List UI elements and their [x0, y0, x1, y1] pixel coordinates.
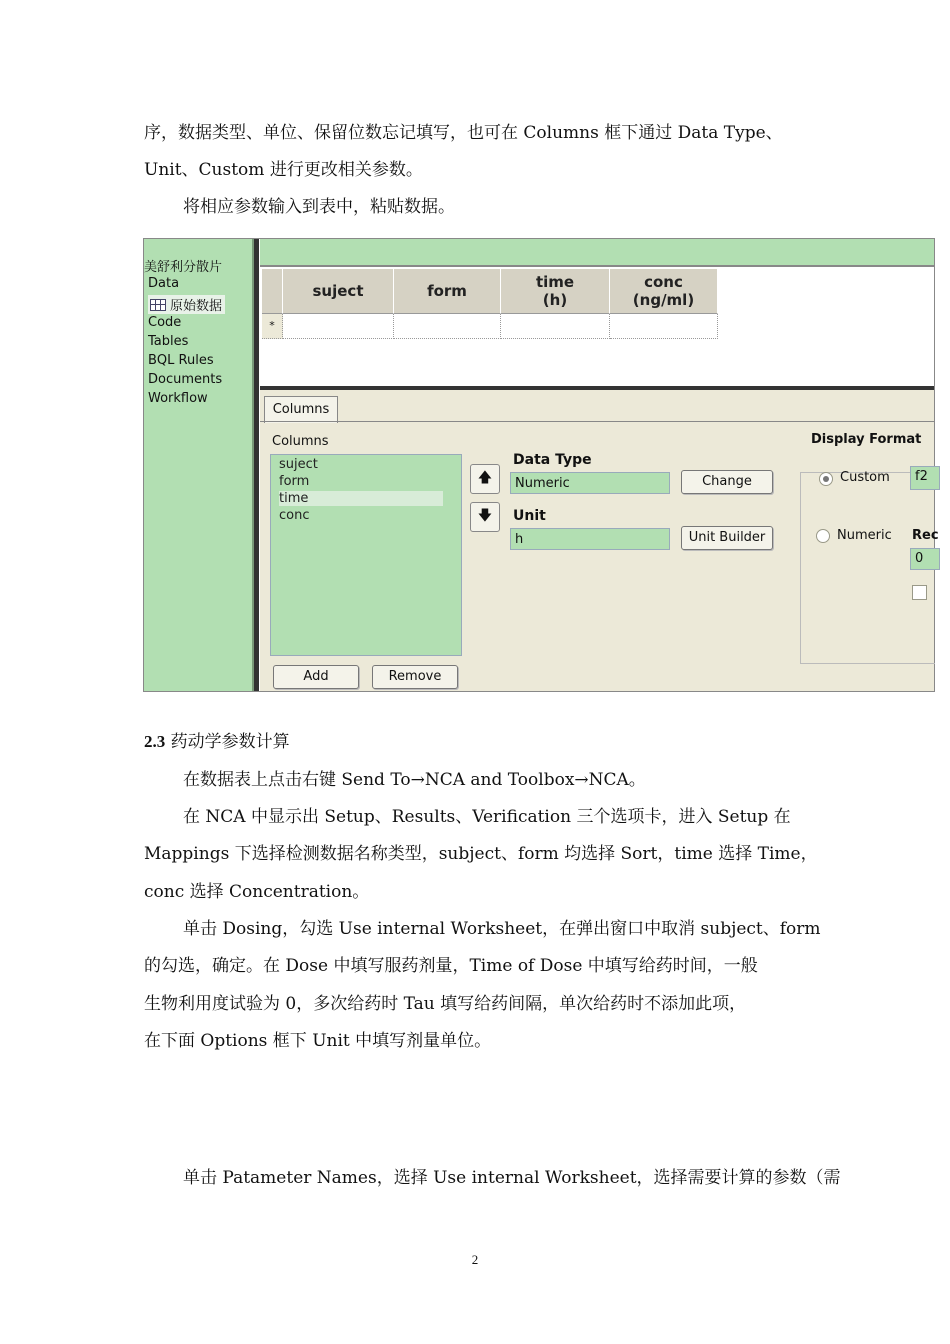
tree-item-data[interactable]: Data	[148, 276, 180, 291]
numeric-label: Numeric	[837, 528, 892, 543]
tree-item-bql-rules[interactable]: BQL Rules	[148, 353, 214, 368]
paragraph-line: 在下面 Options 框下 Unit 中填写剂量单位。	[144, 1031, 492, 1051]
worksheet-grid	[260, 239, 934, 390]
list-item[interactable]: suject	[279, 457, 318, 472]
paragraph-line: 单击 Dosing，勾选 Use internal Worksheet，在弹出窗口中取消 subject、form	[183, 919, 821, 939]
move-up-button[interactable]	[470, 464, 500, 494]
section-heading	[144, 731, 290, 753]
grid-cell[interactable]	[610, 314, 718, 339]
tree-item-tables[interactable]: Tables	[148, 334, 189, 349]
columns-list[interactable]	[270, 454, 462, 656]
add-button[interactable]: Add	[273, 665, 359, 689]
tree-item-code[interactable]: Code	[148, 315, 182, 330]
custom-radio[interactable]	[819, 472, 833, 486]
paragraph-line: 在数据表上点击右键 Send To→NCA and Toolbox→NCA。	[183, 770, 646, 790]
option-checkbox[interactable]	[912, 585, 927, 600]
list-item-selected[interactable]: time	[279, 491, 443, 506]
section-number: 2.3	[144, 732, 166, 751]
paragraph-line: Mappings 下选择检测数据名称类型，subject、form 均选择 Sort，time 选择 Time，	[144, 844, 818, 864]
tree-root-item[interactable]: 美舒利分散片	[144, 260, 223, 275]
rec-label: Rec	[912, 528, 939, 543]
paragraph-line: 单击 Patameter Names，选择 Use internal Worksheet，选择需要计算的参数（需	[183, 1168, 841, 1188]
unit-builder-button[interactable]: Unit Builder	[681, 526, 773, 550]
up-arrow-icon: 🡅	[477, 470, 493, 486]
numeric-radio[interactable]	[816, 529, 830, 543]
column-header-suject[interactable]: suject	[283, 269, 394, 314]
tree-item-workflow[interactable]: Workflow	[148, 391, 208, 406]
row-header-corner	[262, 269, 283, 314]
tree-item-label: 原始数据	[170, 299, 223, 314]
tree-item-documents[interactable]: Documents	[148, 372, 223, 387]
columns-panel	[260, 421, 939, 692]
display-format-label: Display Format	[808, 432, 924, 447]
paragraph-line: 将相应参数输入到表中，粘贴数据。	[183, 197, 455, 217]
grid-cell[interactable]	[394, 314, 501, 339]
page-number: 2	[471, 1252, 479, 1267]
tree-item-worksheet[interactable]	[148, 295, 225, 314]
rec-field[interactable]: 0	[910, 548, 940, 570]
worksheet-icon	[150, 299, 166, 311]
change-button[interactable]: Change	[681, 470, 773, 494]
paragraph-line: Unit、Custom 进行更改相关参数。	[144, 160, 423, 180]
grid-cell[interactable]	[501, 314, 610, 339]
custom-format-field[interactable]: f2	[910, 466, 940, 490]
worksheet-toolbar	[260, 239, 934, 267]
paragraph-line: 在 NCA 中显示出 Setup、Results、Verification 三个选项卡，进入 Setup 在	[183, 807, 791, 827]
column-header-form[interactable]: form	[394, 269, 501, 314]
column-header-conc[interactable]: conc (ng/ml)	[610, 269, 718, 314]
paragraph-line: 序，数据类型、单位、保留位数忘记填写，也可在 Columns 框下通过 Data Type、	[144, 123, 783, 143]
column-header-time[interactable]: time (h)	[501, 269, 610, 314]
move-down-button[interactable]	[470, 502, 500, 532]
new-row-marker: *	[262, 314, 283, 339]
properties-panel	[260, 390, 939, 691]
data-type-label: Data Type	[513, 452, 592, 468]
unit-field[interactable]: h	[510, 528, 670, 550]
unit-label: Unit	[513, 508, 546, 524]
tab-columns[interactable]: Columns	[264, 396, 338, 423]
tab-strip	[260, 390, 934, 422]
project-tree	[144, 239, 254, 691]
columns-label: Columns	[272, 434, 329, 449]
embedded-screenshot	[143, 238, 939, 692]
splitter[interactable]	[254, 239, 259, 691]
data-type-field[interactable]: Numeric	[510, 472, 670, 494]
section-title: 药动学参数计算	[165, 732, 290, 752]
paragraph-line: conc 选择 Concentration。	[144, 882, 370, 902]
list-item[interactable]: conc	[279, 508, 310, 523]
paragraph-line: 的勾选，确定。在 Dose 中填写服药剂量，Time of Dose 中填写给药时间，一般	[144, 956, 758, 976]
paragraph-line: 生物利用度试验为 0，多次给药时 Tau 填写给药间隔，单次给药时不添加此项，	[144, 994, 747, 1014]
grid-cell[interactable]	[283, 314, 394, 339]
custom-label: Custom	[840, 470, 890, 485]
list-item[interactable]: form	[279, 474, 310, 489]
remove-button[interactable]: Remove	[372, 665, 458, 689]
down-arrow-icon: 🡇	[477, 508, 493, 524]
